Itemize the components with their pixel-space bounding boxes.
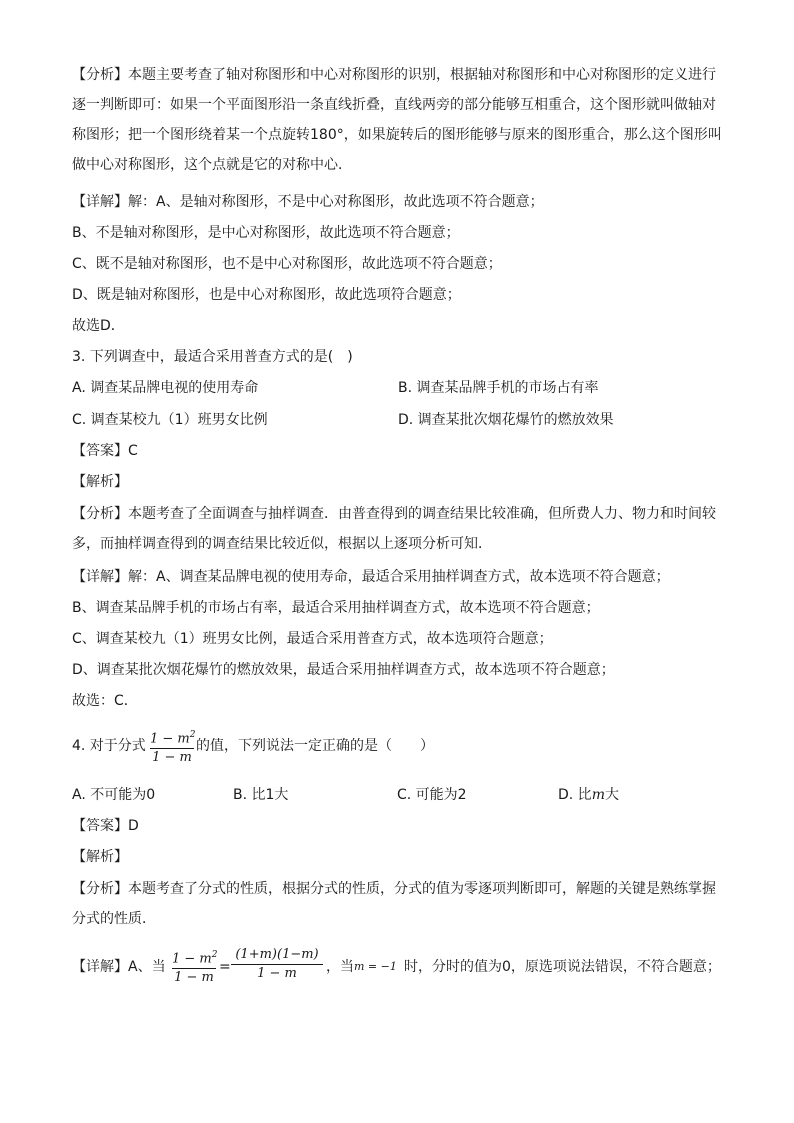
question-3-stem: 3. 下列调查中，最适合采用普查方式的是( ) (72, 349, 353, 365)
text-line: 【详解】解：A、调查某品牌电视的使用寿命，最适合采用抽样调查方式，故本选项不符合题意； (72, 569, 670, 585)
q3-option-c: C. 调查某校九（1）班男女比例 (72, 412, 268, 428)
text-line: 故选：C． (72, 693, 138, 709)
text-line: C、调查某校九（1）班男女比例，最适合采用普查方式，故本选项符合题意； (72, 631, 553, 647)
fraction-bar (172, 968, 216, 969)
q4-fraction (150, 727, 194, 766)
fraction-bar (231, 964, 323, 965)
fraction-denominator: 1 − m (174, 970, 214, 986)
text-line: D、既是轴对称图形，也是中心对称图形，故此选项符合题意； (72, 287, 461, 303)
q4-option-d (558, 785, 619, 805)
text-line: C、既不是轴对称图形，也不是中心对称图形，故此选项不符合题意； (72, 256, 502, 272)
q4-detail-fraction-1 (172, 947, 216, 986)
text-line: 【分析】本题考查了全面调查与抽样调查．由普查得到的调查结果比较准确，但所费人力、物力和时间较 (72, 506, 716, 522)
text-line: 称图形；把一个图形绕着某一个点旋转180°，如果旋转后的图形能够与原来的图形重合，那么这个图形叫 (72, 127, 722, 143)
text-line: B、不是轴对称图形，是中心对称图形，故此选项不符合题意； (72, 225, 460, 241)
text-line: 【详解】解：A、是轴对称图形，不是中心对称图形，故此选项不符合题意； (72, 194, 544, 210)
q3-jiexi-label: 【解析】 (72, 474, 128, 490)
equals-sign: = (219, 959, 231, 975)
text-line: 分式的性质． (72, 911, 156, 927)
q4-detail-suffix: 时，分时的值为0，原选项说法错误，不符合题意； (404, 959, 721, 975)
fraction-numerator: 1 − m (150, 731, 190, 747)
text-line: 故选D． (72, 318, 125, 334)
fraction-bar (150, 748, 194, 749)
q4-option-c: C. 可能为2 (397, 787, 467, 803)
text-line: B、调查某品牌手机的市场占有率，最适合采用抽样调查方式，故本选项不符合题意； (72, 600, 600, 616)
text-line: D、调查某批次烟花爆竹的燃放效果，最适合采用抽样调查方式，故本选项不符合题意； (72, 662, 615, 678)
q3-option-d: D. 调查某批次烟花爆竹的燃放效果 (398, 412, 614, 428)
q4-jiexi-label: 【解析】 (72, 849, 128, 865)
q4-stem-post: 的值，下列说法一定正确的是（ ） (196, 738, 434, 754)
text-line: 【分析】本题考查了分式的性质，根据分式的性质，分式的值为零逐项判断即可，解题的关键是熟练掌握 (72, 881, 716, 897)
q4-option-d-suffix: 大 (604, 787, 619, 803)
q4-detail-fraction-2 (231, 947, 323, 982)
text-line: 做中心对称图形，这个点就是它的对称中心． (72, 157, 352, 173)
q4-stem-pre: 4. 对于分式 (72, 738, 146, 754)
q4-option-a: A. 不可能为0 (72, 787, 156, 803)
q4-option-d-variable: m (591, 787, 605, 803)
q3-option-a: A. 调查某品牌电视的使用寿命 (72, 380, 259, 396)
fraction-denominator: 1 − m (152, 750, 192, 766)
text-line: 多，而抽样调查得到的调查结果比较近似，根据以上逐项分析可知． (72, 536, 492, 552)
fraction-denominator: 1 − m (257, 966, 297, 981)
q4-detail-prefix: 【详解】A、当 (72, 959, 166, 975)
q3-answer: 【答案】C (72, 443, 138, 459)
q4-option-d-prefix: D. 比 (558, 787, 592, 803)
q3-option-b: B. 调查某品牌手机的市场占有率 (398, 380, 599, 396)
q4-option-b: B. 比1大 (233, 787, 289, 803)
text-line: 【分析】本题主要考查了轴对称图形和中心对称图形的识别，根据轴对称图形和中心对称图形的定义进行 (72, 67, 716, 83)
text-line: 逐一判断即可：如果一个平面图形沿一条直线折叠，直线两旁的部分能够互相重合，这个图形就叫做轴对 (72, 97, 716, 113)
fraction-exponent: 2 (189, 730, 196, 740)
q4-answer: 【答案】D (72, 818, 139, 834)
fraction-exponent: 2 (211, 950, 218, 960)
q4-detail-condition: m = −1 (354, 960, 397, 973)
fraction-numerator: 1 − m (172, 951, 212, 967)
fraction-numerator: (1+m)(1−m) (235, 947, 319, 962)
q4-detail-mid: ，当 (326, 959, 354, 975)
